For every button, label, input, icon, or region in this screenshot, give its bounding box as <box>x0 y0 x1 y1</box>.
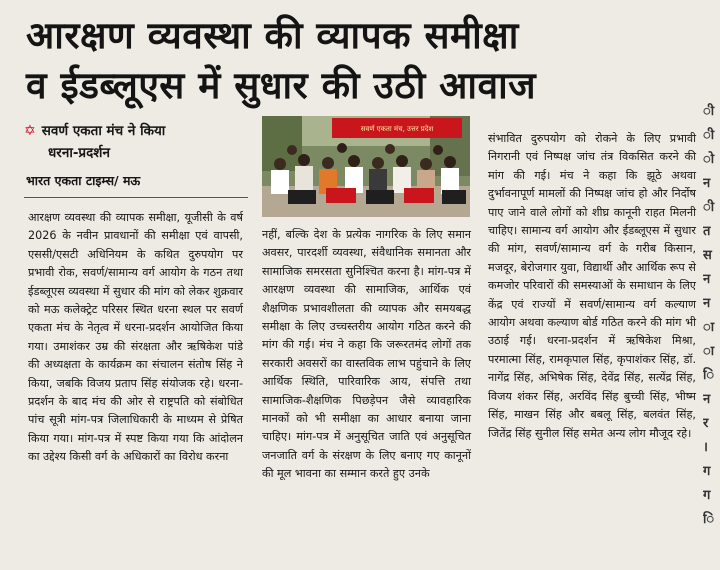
adjacent-fragment: र <box>703 416 709 431</box>
adjacent-fragment: ी <box>703 104 715 119</box>
kicker-line-2: धरना-प्रदर्शन <box>48 145 110 161</box>
adjacent-fragment: ि <box>703 512 715 527</box>
adjacent-fragment: न <box>703 392 711 407</box>
adjacent-fragment: त <box>703 224 711 239</box>
protest-photo <box>262 116 470 217</box>
column-2-text: नहीं, बल्कि देश के प्रत्येक नागरिक के लिए समान अवसर, पारदर्शी व्यवस्था, संवैधानिक समानता और सामाजिक समरसता सुनिश्चित करना है। मांग-पत्र में आरक्षण व्यवस्था की सामाजिक, आर्थिक एवं शैक्षणिक प्रभावशीलता की व्यापक और समयबद्ध समीक्षा के लिए उच्चस्तरीय आयोग गठित करने की मांग की गई। मंच ने कहा कि जरूरतमंद लोगों तक सरकारी अवसरों का वास्तविक लाभ पहुंचाने के लिए आर्थिक स्थिति, पारिवारिक आय, संपत्ति तथा सामाजिक-शैक्षणिक पिछड़ेपन जैसे व्यावहारिक मानकों को भी समीक्षा का आधार बनाया जाना चाहिए। मांग-पत्र में अनुसूचित जाति एवं अनुसूचित जनजाति वर्ग के संरक्षण के लिए बनाए गए कानूनों की मूल भावना का सम्मान करते हुए उनके <box>262 228 471 481</box>
adjacent-fragment: ा <box>703 344 715 359</box>
headline-line-2: व ईडब्लूएस में सुधार की उठी आवाज <box>26 64 537 107</box>
adjacent-fragment: ो <box>703 152 715 167</box>
adjacent-fragment: ि <box>703 368 715 383</box>
adjacent-fragment: ा <box>703 320 715 335</box>
article-column-2 <box>262 226 471 484</box>
column-3-text: संभावित दुरुपयोग को रोकने के लिए प्रभावी निगरानी एवं निष्पक्ष जांच तंत्र विकसित करने की मांग की गई। मंच ने कहा कि झूठे अथवा दुर्भावनापूर्ण मामलों की निष्पक्ष जांच हो और निर्दोष पाए जाने वाले लोगों को शीघ्र कानूनी राहत मिलनी चाहिए। सामान्य वर्ग आयोग और ईडब्लूएस में सुधार की मांग, सवर्ण/सामान्य वर्ग के गरीब किसान, मजदूर, बेरोजगार युवा, विद्यार्थी और आर्थिक रूप से कमजोर परिवारों की समस्याओं के समाधान के लिए केंद्र एवं राज्यों में सवर्ण/सामान्य वर्ग कल्याण आयोग अथवा कल्याण बोर्ड गठित करने की मांग भी उठाई गई। धरना-प्रदर्शन में ऋषिकेश मिश्रा, परमात्मा सिंह, रामकृपाल सिंह, कृपाशंकर सिंह, डॉ. नागेंद्र सिंह, अभिषेक सिंह, देवेंद्र सिंह, सत्येंद्र सिंह, विजय शंकर सिंह, अरविंद सिंह बुच्ची सिंह, भीष्म सिंह, माखन सिंह और बबलू सिंह, बलवंत सिंह, जितेंद्र सिंह सुनील सिंह समेत अन्य लोग मौजूद रहे। <box>488 132 696 440</box>
adjacent-fragment: स <box>703 248 712 263</box>
adjacent-fragment: न <box>703 272 711 287</box>
kicker <box>24 120 260 164</box>
adjacent-fragment: ी <box>703 128 715 143</box>
adjacent-fragment: ग <box>703 488 711 503</box>
adjacent-fragment: ग <box>703 464 711 479</box>
headline-line-1: आरक्षण व्यवस्था की व्यापक समीक्षा <box>26 14 519 57</box>
star-icon: ✡ <box>24 123 36 139</box>
adjacent-fragment: न <box>703 296 711 311</box>
byline-divider <box>24 197 248 198</box>
byline: भारत एकता टाइम्स/ मऊ <box>26 173 141 188</box>
article-column-1 <box>28 209 243 467</box>
article-column-3 <box>488 130 696 443</box>
column-1-text: आरक्षण व्यवस्था की व्यापक समीक्षा, यूजीसी के वर्ष 2026 के नवीन प्रावधानों की समीक्षा एवं वापसी, एससी/एसटी अधिनियम के कथित दुरुपयोग पर प्रभावी रोक, सवर्ण/सामान्य वर्ग आयोग के गठन तथा ईडब्लूएस व्यवस्था में सुधार की मांग को लेकर शुक्रवार को मऊ कलेक्ट्रेट परिसर स्थित धरना स्थल पर सवर्ण एकता मंच के नेतृत्व में धरना-प्रदर्शन आयोजित किया गया। उमाशंकर उम्र की संरक्षता और ऋषिकेश पांडे की अध्यक्षता के कार्यक्रम का संचालन संतोष सिंह ने किया, जबकि विजय प्रताप सिंह संयोजक रहे। धरना-प्रदर्शन के बाद मंच की ओर से राष्ट्रपति को संबोधित पांच सूत्री मांग-पत्र जिलाधिकारी के माध्यम से प्रेषित किया गया। मांग-पत्र में स्पष्ट किया गया कि आंदोलन का उद्देश्य किसी वर्ग के अधिकारों का विरोध करना <box>28 211 243 464</box>
adjacent-column-edge <box>703 100 720 570</box>
kicker-line-1: सवर्ण एकता मंच ने किया <box>41 123 166 139</box>
adjacent-fragment: । <box>703 440 708 455</box>
adjacent-fragment: ी <box>703 200 715 215</box>
photo-banner: सवर्ण एकता मंच, उत्तर प्रदेश <box>360 125 434 133</box>
adjacent-fragment: न <box>703 176 711 191</box>
